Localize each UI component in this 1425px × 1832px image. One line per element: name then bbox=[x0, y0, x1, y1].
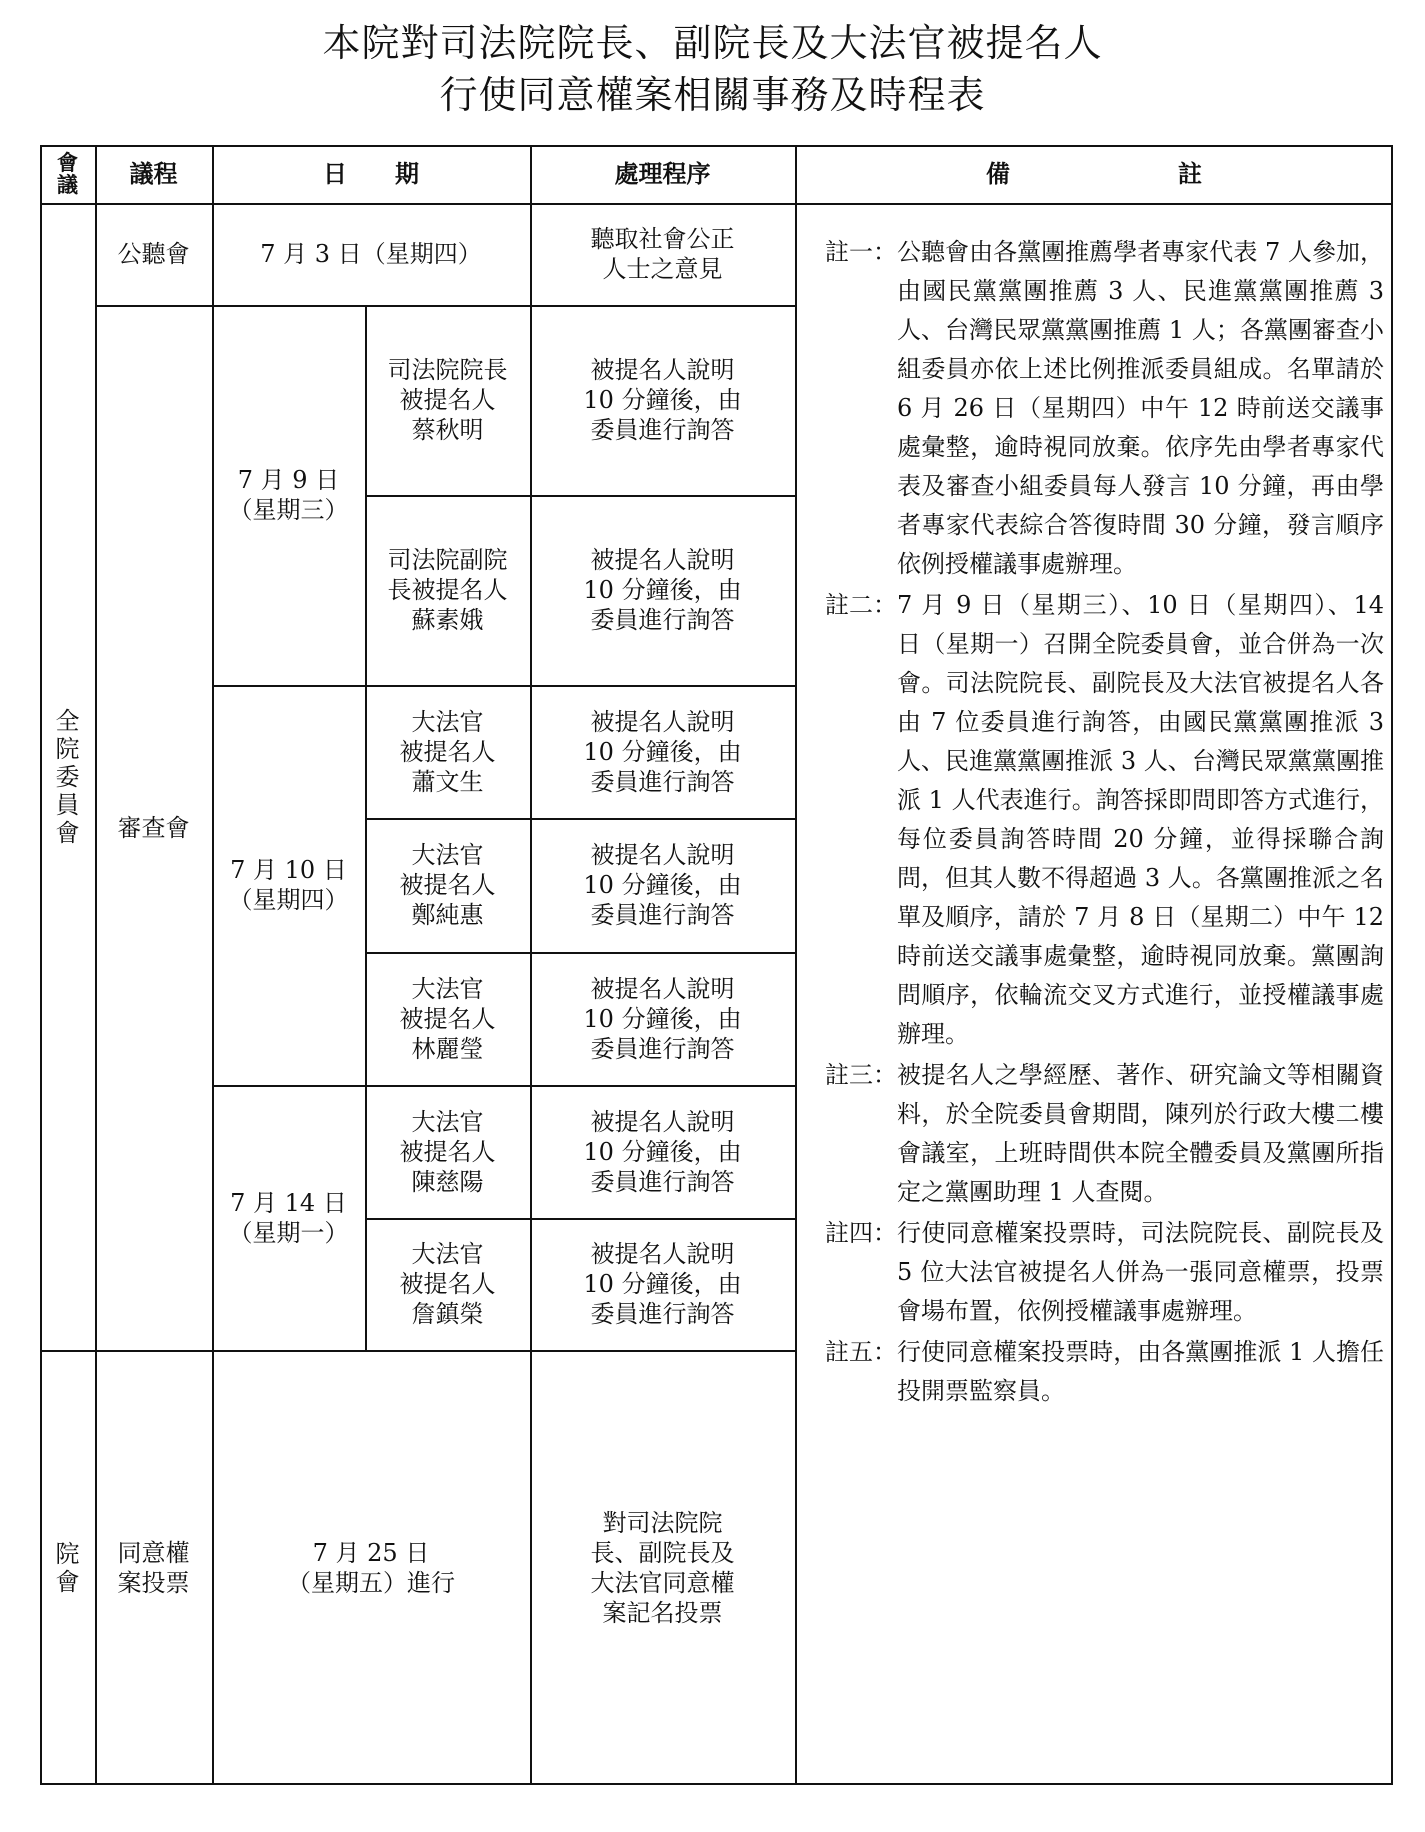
nominee-procedure: 被提名人說明 10 分鐘後，由 委員進行詢答 bbox=[583, 1107, 742, 1196]
header-agenda: 議程 bbox=[129, 160, 178, 188]
nominee-name: 司法院副院 長被提名人 蘇素娥 bbox=[387, 546, 508, 634]
vote-date: 7 月 25 日 （星期五）進行 bbox=[287, 1538, 455, 1597]
note-text: 公聽會由各黨團推薦學者專家代表 7 人參加，由國民黨黨團推薦 3 人、民進黨黨團推薦 3 人、台灣民眾黨黨團推薦 1 人；各黨團審查小組委員亦依上述比例推派委員組成。名單請於 6 月 26 日（星期四）中午 12 時前送交議事處彙整，逾時視同放棄。依序先由學者專家代表及審查小組委員每人發言 10 分鐘，再由學者專家代表綜合答復時間 30 分鐘，發言順序依例授權議事處辦理。 bbox=[897, 238, 1384, 578]
nominee-name: 大法官 被提名人 蕭文生 bbox=[399, 707, 496, 796]
nominee-name: 大法官 被提名人 林麗瑩 bbox=[399, 974, 496, 1063]
note-item bbox=[802, 233, 1392, 584]
note-item bbox=[802, 1214, 1392, 1331]
nominee-procedure: 被提名人說明 10 分鐘後，由 委員進行詢答 bbox=[583, 1240, 742, 1328]
note-text: 行使同意權案投票時，由各黨團推派 1 人擔任投開票監察員。 bbox=[897, 1338, 1384, 1405]
hearing-procedure: 聽取社會公正 人士之意見 bbox=[590, 225, 735, 283]
nominee-procedure: 被提名人說明 10 分鐘後，由 委員進行詢答 bbox=[583, 707, 742, 796]
document-title-line-2: 行使同意權案相關事務及時程表 bbox=[439, 73, 986, 117]
schedule-table bbox=[40, 145, 1393, 1785]
nominee-name: 大法官 被提名人 陳慈陽 bbox=[399, 1107, 496, 1196]
remarks-notes bbox=[802, 233, 1392, 1413]
nominee-name: 大法官 被提名人 鄭純惠 bbox=[399, 841, 496, 929]
note-label: 註三： bbox=[825, 1061, 897, 1089]
agenda-review: 審查會 bbox=[117, 813, 190, 842]
note-label: 註四： bbox=[825, 1219, 897, 1247]
nominee-procedure: 被提名人說明 10 分鐘後，由 委員進行詢答 bbox=[583, 546, 742, 634]
review-date-2: 7 月 10 日 （星期四） bbox=[228, 856, 349, 914]
col-divider bbox=[795, 145, 797, 1785]
review-date-3: 7 月 14 日 （星期一） bbox=[228, 1188, 349, 1247]
note-text: 被提名人之學經歷、著作、研究論文等相關資料，於全院委員會期間，陳列於行政大樓二樓會議室，上班時間供本院全體委員及黨團所指定之黨團助理 1 人查閱。 bbox=[897, 1061, 1384, 1206]
note-item bbox=[802, 1056, 1392, 1212]
header-procedure: 處理程序 bbox=[614, 160, 711, 188]
vote-procedure: 對司法院院 長、副院長及 大法官同意權 案記名投票 bbox=[590, 1508, 735, 1627]
header-date: 日 期 bbox=[323, 160, 419, 188]
note-label: 註一： bbox=[825, 238, 897, 266]
nominee-name: 司法院院長 被提名人 蔡秋明 bbox=[387, 356, 508, 444]
note-item bbox=[802, 586, 1392, 1054]
nominee-procedure: 被提名人說明 10 分鐘後，由 委員進行詢答 bbox=[583, 356, 742, 444]
meeting-plenary: 院 會 bbox=[55, 1539, 80, 1596]
meeting-committee: 全 院 委 員 會 bbox=[55, 706, 80, 847]
hearing-date: 7 月 3 日（星期四） bbox=[260, 240, 482, 268]
note-label: 註二： bbox=[825, 591, 897, 619]
header-meeting: 會 議 bbox=[57, 151, 78, 197]
nominee-procedure: 被提名人說明 10 分鐘後，由 委員進行詢答 bbox=[583, 841, 742, 929]
document-title-line-1: 本院對司法院院長、副院長及大法官被提名人 bbox=[322, 21, 1103, 65]
note-text: 7 月 9 日（星期三）、10 日（星期四）、14 日（星期一）召開全院委員會，並合併為一次會。司法院院長、副院長及大法官被提名人各由 7 位委員進行詢答，由國民黨黨團推派 3 人、民進黨黨團推派 3 人、台灣民眾黨黨團推派 1 人代表進行。詢答採即問即答方式進行，每位委員詢答時間 20 分鐘，並得採聯合詢問，但其人數不得超過 3 人。各黨團推派之名單及順序，請於 7 月 8 日（星期二）中午 12 時前送交議事處彙整，逾時視同放棄。黨團詢問順序，依輪流交叉方式進行，並授權議事處辦理。 bbox=[897, 591, 1384, 1048]
note-label: 註五： bbox=[825, 1338, 897, 1366]
agenda-vote: 同意權 案投票 bbox=[117, 1538, 190, 1597]
agenda-hearing: 公聽會 bbox=[117, 240, 190, 268]
note-text: 行使同意權案投票時，司法院院長、副院長及 5 位大法官被提名人併為一張同意權票，投票會場布置，依例授權議事處辦理。 bbox=[897, 1219, 1384, 1325]
header-remarks: 備 註 bbox=[986, 160, 1202, 188]
note-item bbox=[802, 1333, 1392, 1411]
review-date-1: 7 月 9 日 （星期三） bbox=[228, 466, 349, 524]
nominee-name: 大法官 被提名人 詹鎮榮 bbox=[399, 1240, 496, 1328]
nominee-procedure: 被提名人說明 10 分鐘後，由 委員進行詢答 bbox=[583, 974, 742, 1063]
